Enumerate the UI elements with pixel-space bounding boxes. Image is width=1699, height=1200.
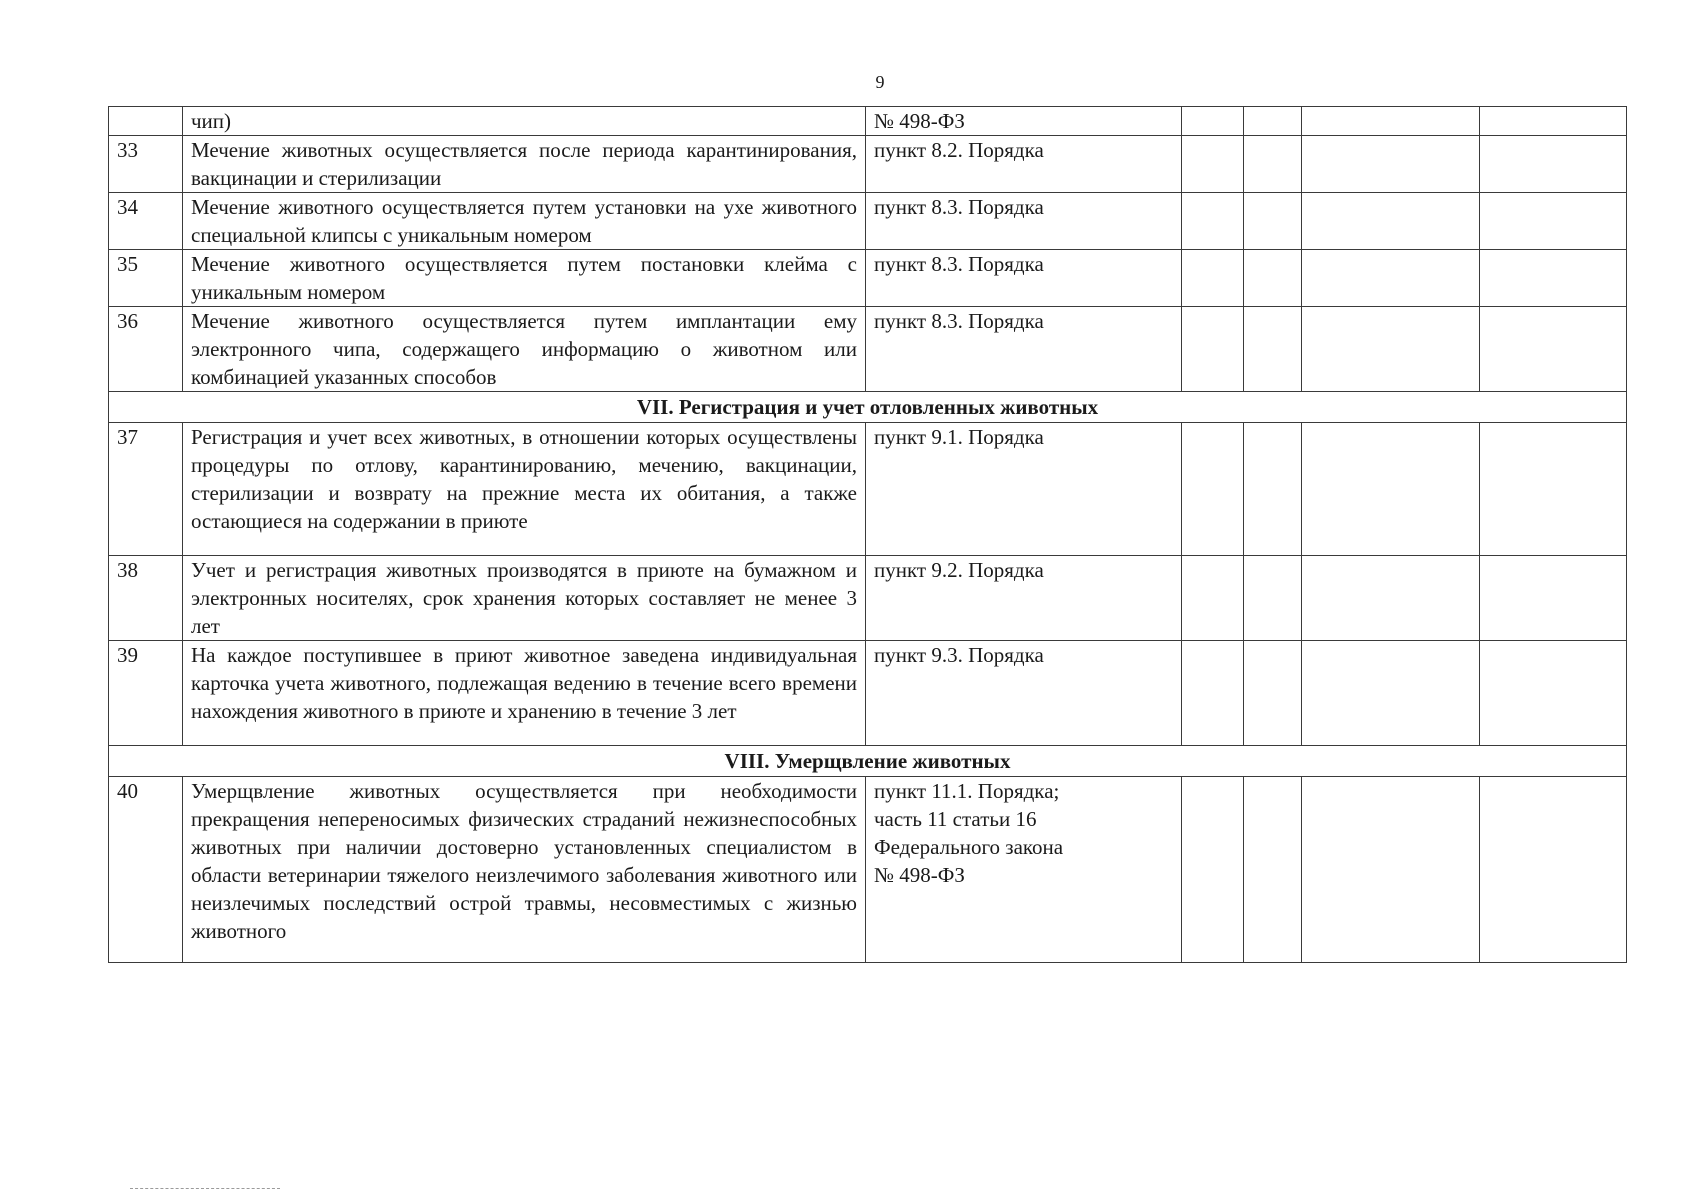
- requirement-text: Учет и регистрация животных производятся в приюте на бумажном и электронных носителях, срок хранения которых составляет не менее 3 лет: [183, 556, 866, 641]
- legal-reference: [866, 423, 1182, 556]
- requirement-text: Мечение животного осуществляется путем постановки клейма с уникальным номером: [183, 250, 866, 307]
- page-number: 9: [875, 72, 885, 92]
- empty-answer-cell: [1480, 193, 1627, 250]
- item-number: 33: [109, 136, 183, 193]
- empty-answer-cell: [1480, 250, 1627, 307]
- reference-line: пункт 8.3. Порядка: [874, 309, 1044, 333]
- empty-answer-cell: [1182, 556, 1244, 641]
- empty-answer-cell: [1302, 107, 1480, 136]
- empty-answer-cell: [1302, 423, 1480, 556]
- empty-answer-cell: [1480, 641, 1627, 746]
- reference-line: № 498-ФЗ: [874, 863, 965, 887]
- empty-answer-cell: [1480, 423, 1627, 556]
- table-row: [109, 250, 1627, 307]
- legal-reference: [866, 556, 1182, 641]
- reference-line: пункт 9.3. Порядка: [874, 643, 1044, 667]
- item-number: 35: [109, 250, 183, 307]
- table-row: [109, 136, 1627, 193]
- empty-answer-cell: [1182, 641, 1244, 746]
- empty-answer-cell: [1244, 777, 1302, 963]
- reference-line: Федерального закона: [874, 835, 1064, 859]
- empty-answer-cell: [1182, 423, 1244, 556]
- reference-line: пункт 8.3. Порядка: [874, 252, 1044, 276]
- empty-answer-cell: [1480, 777, 1627, 963]
- legal-reference: [866, 641, 1182, 746]
- empty-answer-cell: [1480, 307, 1627, 392]
- legal-reference: [866, 307, 1182, 392]
- requirement-text: Мечение животного осуществляется путем установки на ухе животного специальной клипсы с уникальным номером: [183, 193, 866, 250]
- item-number: 34: [109, 193, 183, 250]
- footer-marks: [130, 1188, 280, 1191]
- empty-answer-cell: [1244, 136, 1302, 193]
- reference-line: № 498-ФЗ: [874, 109, 965, 133]
- empty-answer-cell: [1182, 193, 1244, 250]
- checklist-sheet: [108, 106, 1626, 963]
- empty-answer-cell: [1302, 250, 1480, 307]
- item-number: 38: [109, 556, 183, 641]
- table-row: [109, 423, 1627, 556]
- empty-answer-cell: [1244, 423, 1302, 556]
- requirement-text: Мечение животных осуществляется после периода карантинирования, вакцинации и стерилизации: [183, 136, 866, 193]
- empty-answer-cell: [1302, 136, 1480, 193]
- empty-answer-cell: [1302, 193, 1480, 250]
- reference-line: пункт 11.1. Порядка;: [874, 779, 1060, 803]
- legal-reference: [866, 107, 1182, 136]
- empty-answer-cell: [1302, 777, 1480, 963]
- empty-answer-cell: [1302, 307, 1480, 392]
- table-row: [109, 777, 1627, 963]
- table-row: [109, 556, 1627, 641]
- reference-line: пункт 8.2. Порядка: [874, 138, 1044, 162]
- empty-answer-cell: [1244, 307, 1302, 392]
- reference-line: пункт 8.3. Порядка: [874, 195, 1044, 219]
- item-number: [109, 107, 183, 136]
- empty-answer-cell: [1182, 777, 1244, 963]
- empty-answer-cell: [1244, 641, 1302, 746]
- item-number: 40: [109, 777, 183, 963]
- section-title: VII. Регистрация и учет отловленных животных: [109, 392, 1627, 423]
- empty-answer-cell: [1302, 641, 1480, 746]
- table-row: [109, 107, 1627, 136]
- empty-answer-cell: [1480, 556, 1627, 641]
- empty-answer-cell: [1480, 107, 1627, 136]
- requirement-text: На каждое поступившее в приют животное заведена индивидуальная карточка учета животного, подлежащая ведению в течение всего времени нахождения животного в приюте и хранению в течение 3 лет: [183, 641, 866, 746]
- reference-line: пункт 9.1. Порядка: [874, 425, 1044, 449]
- table-row: [109, 641, 1627, 746]
- empty-answer-cell: [1480, 136, 1627, 193]
- table-row: [109, 193, 1627, 250]
- reference-line: часть 11 статьи 16: [874, 807, 1037, 831]
- requirement-text: Умерщвление животных осуществляется при необходимости прекращения непереносимых физических страданий нежизнеспособных животных при наличии достоверно установленных специалистом в области ветеринарии тяжелого неизлечимого заболевания животного или неизлечимых последствий острой травмы, несовместимых с жизнью животного: [183, 777, 866, 963]
- checklist-table: [108, 106, 1627, 963]
- empty-answer-cell: [1302, 556, 1480, 641]
- requirement-text: Мечение животного осуществляется путем имплантации ему электронного чипа, содержащего информацию о животном или комбинацией указанных способов: [183, 307, 866, 392]
- table-row: [109, 307, 1627, 392]
- legal-reference: [866, 250, 1182, 307]
- empty-answer-cell: [1182, 136, 1244, 193]
- section-header-row: [109, 392, 1627, 423]
- empty-answer-cell: [1244, 556, 1302, 641]
- empty-answer-cell: [1244, 250, 1302, 307]
- empty-answer-cell: [1182, 250, 1244, 307]
- item-number: 36: [109, 307, 183, 392]
- empty-answer-cell: [1244, 193, 1302, 250]
- empty-answer-cell: [1182, 307, 1244, 392]
- item-number: 39: [109, 641, 183, 746]
- empty-answer-cell: [1182, 107, 1244, 136]
- empty-answer-cell: [1244, 107, 1302, 136]
- legal-reference: [866, 777, 1182, 963]
- section-header-row: [109, 746, 1627, 777]
- legal-reference: [866, 136, 1182, 193]
- reference-line: пункт 9.2. Порядка: [874, 558, 1044, 582]
- item-number: 37: [109, 423, 183, 556]
- section-title: VIII. Умерщвление животных: [109, 746, 1627, 777]
- legal-reference: [866, 193, 1182, 250]
- requirement-text: Регистрация и учет всех животных, в отношении которых осуществлены процедуры по отлову, карантинированию, мечению, вакцинации, стерилизации и возврату на прежние места их обитания, а также остающиеся на содержании в приюте: [183, 423, 866, 556]
- requirement-text: чип): [183, 107, 866, 136]
